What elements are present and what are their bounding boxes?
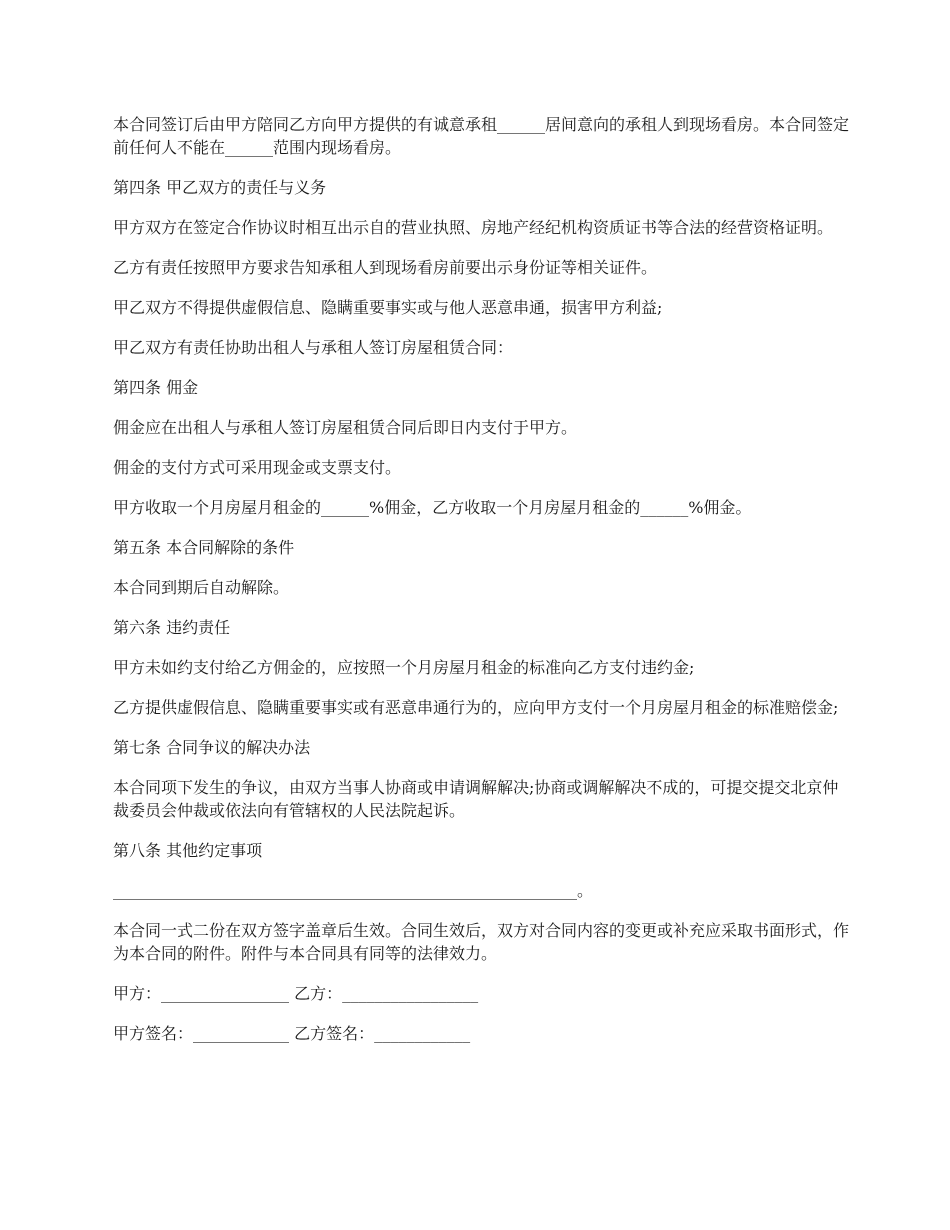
paragraph-viewing-clause: 本合同签订后由甲方陪同乙方向甲方提供的有诚意承租______居间意向的承租人到现场看房。本合同签定前任何人不能在______范围内现场看房。 bbox=[113, 115, 850, 157]
paragraph-other-blank-line: __________________________________________________________。 bbox=[113, 881, 594, 900]
heading-article-6-liability: 第六条 违约责任 bbox=[113, 618, 231, 637]
paragraph-auto-termination: 本合同到期后自动解除。 bbox=[113, 578, 290, 597]
paragraph-id-documents: 乙方有责任按照甲方要求告知承租人到现场看房前要出示身份证等相关证件。 bbox=[113, 258, 658, 277]
paragraph-assist-lease: 甲乙双方有责任协助出租人与承租人签订房屋租赁合同： bbox=[113, 338, 514, 357]
paragraph-dispute-resolution: 本合同项下发生的争议，由双方当事人协商或申请调解解决;协商或调解解决不成的，可提交提交北京仲裁委员会仲裁或依法向有管辖权的人民法院起诉。 bbox=[113, 778, 839, 820]
heading-article-8-other: 第八条 其他约定事项 bbox=[113, 841, 263, 860]
heading-article-5-termination: 第五条 本合同解除的条件 bbox=[113, 538, 295, 557]
paragraph-commission-rates: 甲方收取一个月房屋月租金的______%佣金，乙方收取一个月房屋月租金的______%佣金。 bbox=[113, 498, 752, 517]
heading-article-4-duties: 第四条 甲乙双方的责任与义务 bbox=[113, 178, 327, 197]
paragraph-party-b-compensation: 乙方提供虚假信息、隐瞒重要事实或有恶意串通行为的，应向甲方支付一个月房屋月租金的标准赔偿金; bbox=[113, 698, 839, 717]
paragraph-no-false-info: 甲乙双方不得提供虚假信息、隐瞒重要事实或与他人恶意串通，损害甲方利益; bbox=[113, 298, 663, 317]
heading-article-7-disputes: 第七条 合同争议的解决办法 bbox=[113, 738, 311, 757]
heading-article-4-commission: 第四条 佣金 bbox=[113, 378, 199, 397]
paragraph-business-license: 甲方双方在签定合作协议时相互出示自的营业执照、房地产经纪机构资质证书等合法的经营资格证明。 bbox=[113, 218, 834, 237]
paragraph-party-names-line: 甲方：________________ 乙方：_________________ bbox=[113, 984, 479, 1003]
paragraph-commission-timing: 佣金应在出租人与承租人签订房屋租赁合同后即日内支付于甲方。 bbox=[113, 418, 578, 437]
paragraph-signatures-line: 甲方签名：____________ 乙方签名：____________ bbox=[113, 1024, 471, 1043]
paragraph-party-a-penalty: 甲方未如约支付给乙方佣金的，应按照一个月房屋月租金的标准向乙方支付违约金; bbox=[113, 658, 695, 677]
paragraph-commission-payment-method: 佣金的支付方式可采用现金或支票支付。 bbox=[113, 458, 402, 477]
paragraph-effectiveness: 本合同一式二份在双方签字盖章后生效。合同生效后，双方对合同内容的变更或补充应采取书面形式，作为本合同的附件。附件与本合同具有同等的法律效力。 bbox=[113, 921, 850, 963]
